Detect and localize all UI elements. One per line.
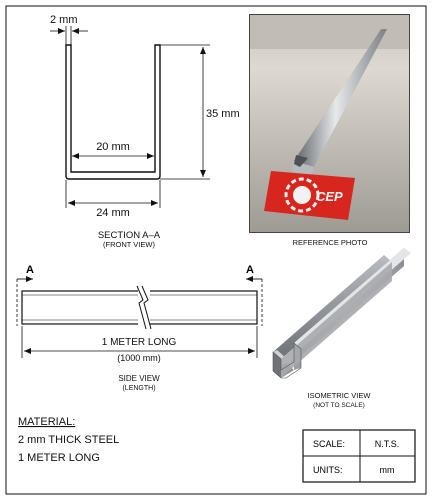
isometric-channel	[273, 248, 411, 378]
material-line-2: 1 METER LONG	[18, 452, 100, 464]
iso-subtitle: (NOT TO SCALE)	[313, 402, 365, 409]
length-label: 1 METER LONG	[101, 337, 177, 348]
photo-logo-text: CEP	[316, 189, 343, 204]
photo-caption: REFERENCE PHOTO	[292, 238, 368, 247]
iso-title: ISOMETRIC VIEW	[307, 391, 371, 400]
section-subtitle: (FRONT VIEW)	[103, 240, 155, 249]
material-line-1: 2 mm THICK STEEL	[18, 434, 120, 446]
dim-height: 35 mm	[206, 108, 240, 120]
units-value: mm	[379, 465, 395, 475]
scale-value: N.T.S.	[374, 439, 400, 449]
dim-outer-width: 24 mm	[96, 207, 130, 219]
scale-label: SCALE:	[313, 439, 346, 449]
length-mm: (1000 mm)	[117, 353, 161, 363]
section-marker-left: A	[26, 264, 34, 276]
dim-inner-width: 20 mm	[96, 141, 130, 153]
section-dimensions	[50, 14, 240, 219]
section-marker-right: A	[246, 264, 254, 276]
side-view-subtitle: (LENGTH)	[122, 385, 156, 392]
side-view-bar	[22, 286, 257, 329]
reference-photo	[249, 14, 410, 233]
units-label: UNITS:	[313, 465, 343, 475]
material-heading: MATERIAL:	[18, 416, 76, 428]
side-view-title: SIDE VIEW	[118, 374, 160, 383]
side-length-dimension	[22, 326, 257, 363]
section-title: SECTION A–A	[97, 230, 161, 241]
section-profile	[66, 45, 160, 179]
scale-units-table	[303, 430, 415, 482]
dim-thickness: 2 mm	[50, 14, 78, 26]
